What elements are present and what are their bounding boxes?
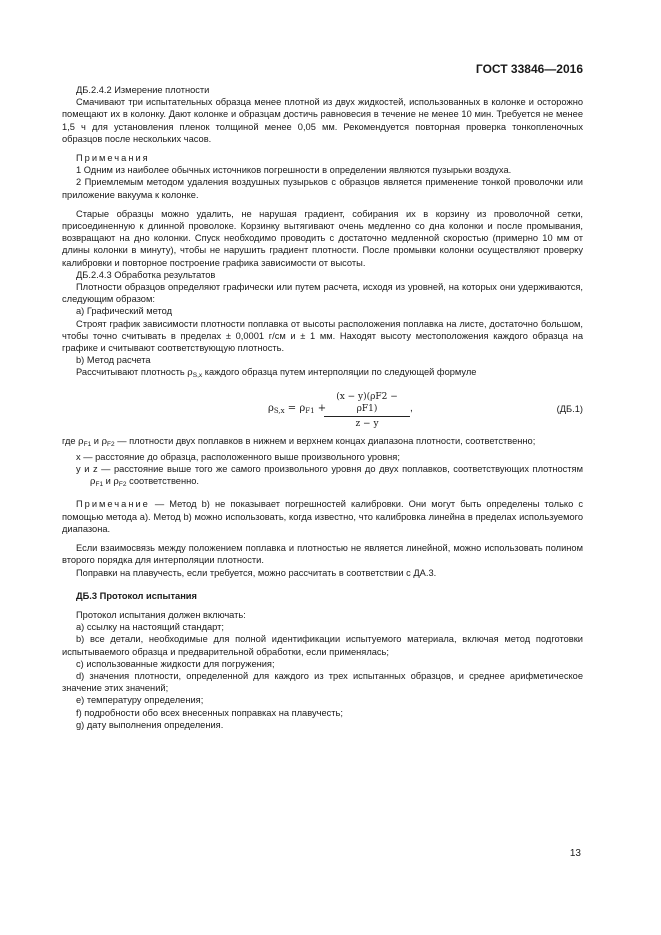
doc-code-header: ГОСТ 33846—2016: [475, 62, 583, 76]
section-heading-242: ДБ.2.4.2 Измерение плотности: [76, 85, 210, 95]
formula-numerator: (x − y)(ρF2 − ρF1): [324, 391, 410, 417]
paragraph: Поправки на плавучесть, если требуется, можно рассчитать в соответствии с ДА.3.: [76, 567, 437, 578]
legend-line-1: где $\rho_{F1}$ и $\rho_{F2}$ — плотности двух поплавков в нижнем и верхнем концах диапазона плотности, соответственно;: [62, 435, 536, 448]
formula-db1: [62, 389, 583, 431]
legend-line-3: y и z — расстояние выше того же самого произвольного уровня до двух поплавков, соответствующих плотностям $\rho_{F1}$ и $\rho_{F2}$ соответственно.: [76, 464, 583, 489]
method-b-title: b) Метод расчета: [76, 355, 151, 366]
list-item: а) ссылку на настоящий стандарт;: [76, 622, 224, 633]
note-method-b: Примечание — Метод b) не показывает погрешностей калибровки. Они могут быть определены только с помощью метода а). Метод b) можно использовать, когда известно, что калибровка линейна в пределах используемого диапазона.: [62, 499, 583, 534]
note-2: 2 Приемлемым методом удаления воздушных пузырьков с образцов является применение тонкой проволочки или приложение вакуума к колонке.: [62, 177, 583, 200]
page-number: 13: [569, 848, 581, 859]
paragraph: Смачивают три испытательных образца менее плотной из двух жидкостей, использованных в колонке и осторожно помещают их в колонку. Дают колонке и образцам достичь равновесия в течение не менее 10 мин. Требуется не менее 1,5 ч для установления пленок толщиной менее 0,05 мм. Рекомендуется повторная проверка тонкопленочных образцов после нескольких часов.: [62, 97, 583, 144]
paragraph: Старые образцы можно удалить, не нарушая градиент, собирания их в корзину из проволочной сетки, присоединенную к длинной проволоке. Корзинку вытягивают очень медленно со дна колонки и после промывания, возвращают на дно колонки. Спуск необходимо проводить с достаточно медленной скоростью (примерно 10 мм от длины колонки в минуту), чтобы не нарушить градиент плотности. После промывки колонки осуществляют проверку калибровки и повторное построение графика зависимости от высоты.: [62, 208, 583, 268]
section-heading-243: ДБ.2.4.3 Обработка результатов: [76, 269, 216, 280]
list-item: f) подробности обо всех внесенных поправках на плавучесть;: [76, 707, 343, 718]
legend-line-2: x — расстояние до образца, расположенного выше произвольного уровня;: [76, 451, 400, 462]
list-item: b) все детали, необходимые для полной идентификации испытуемого материала, включая метод подготовки испытываемого образца и предварительной обработки, если применялась;: [62, 634, 583, 657]
list-item: е) температуру определения;: [76, 695, 204, 706]
formula-lhs: $\rho_{S,x} = \rho_{F1}$ +: [268, 402, 327, 415]
paragraph: Если взаимосвязь между положением поплавка и плотностью не является линейной, можно использовать полином второго порядка для интерполяции плотности.: [62, 543, 583, 566]
paragraph: Протокол испытания должен включать:: [76, 609, 246, 620]
method-a-title: а) Графический метод: [76, 306, 173, 317]
section-heading-db3: ДБ.3 Протокол испытания: [76, 590, 197, 601]
formula-number: (ДБ.1): [556, 403, 583, 414]
method-a-text: Строят график зависимости плотности поплавка от высоты расположения поплавка на листе, достаточно большом, чтобы точно считывать в пределах ± 0,0001 г/см и ± 1 мм. Находят высоту местоположения каждого образца на графике и считывают соответствующую плотность.: [62, 318, 583, 354]
paragraph: Плотности образцов определяют графически или путем расчета, исходя из уровней, на которых они удерживаются, следующим образом:: [62, 282, 583, 305]
list-item: с) использованные жидкости для погружения;: [76, 658, 275, 669]
formula-fraction: [324, 391, 410, 431]
method-b-text: Рассчитывают плотность $\rho_{S,x}$ каждого образца путем интерполяции по следующей формуле: [76, 367, 477, 380]
document-body: [62, 84, 583, 731]
formula-comma: ,: [410, 402, 413, 414]
list-item: d) значения плотности, определенной для каждого из трех испытанных образцов, и среднее арифметическое значение этих значений;: [62, 670, 583, 694]
list-item: g) дату выполнения определения.: [76, 719, 224, 730]
notes-title: Примечания: [76, 153, 150, 164]
formula-denominator: z − y: [355, 419, 379, 430]
note-1: 1 Одним из наиболее обычных источников погрешности в определении являются пузырьки воздуха.: [76, 165, 512, 176]
